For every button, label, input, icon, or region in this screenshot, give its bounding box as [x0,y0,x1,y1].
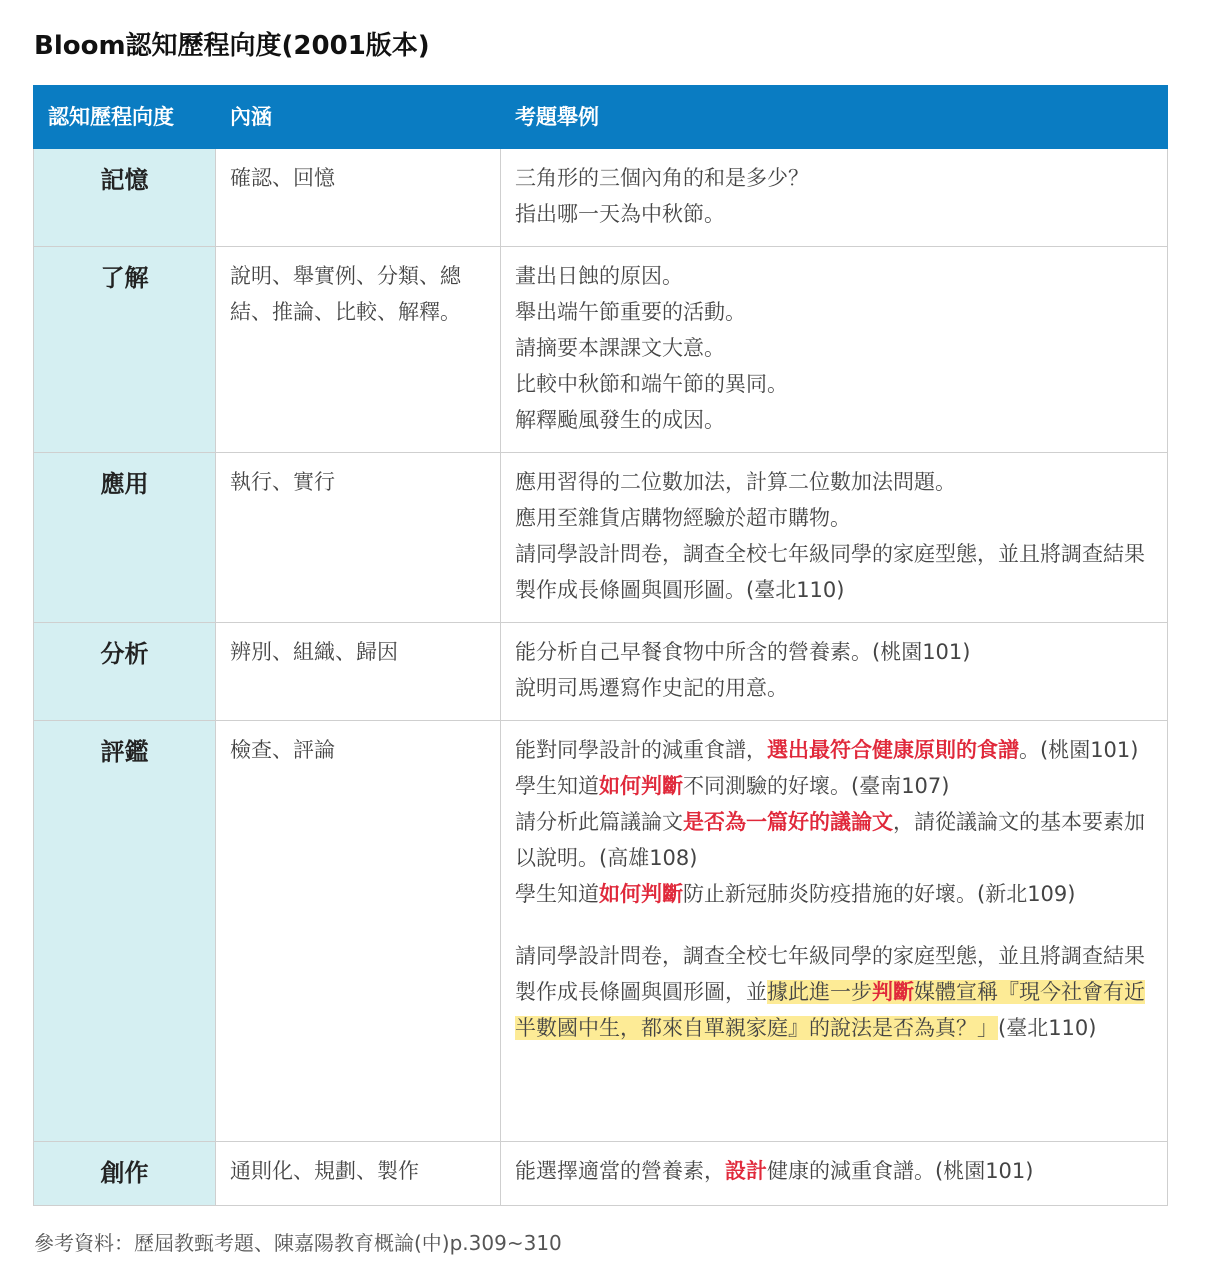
level-cell: 記憶 [34,149,216,247]
examples-cell [501,721,1168,1142]
level-cell: 應用 [34,453,216,623]
table-header-row [34,86,1168,149]
example-line: 比較中秋節和端午節的異同。 [515,372,788,396]
example-text: 請同學設計問卷，調查全校七年級同學的家庭型態，並且將調查結果製作成長條圖與圓形圖，並 [515,944,1145,1004]
example-text: 能對同學設計的減重食譜， [515,738,767,762]
emphasis-text: 選出最符合健康原則的食譜 [767,738,1019,762]
bloom-table [33,85,1168,1206]
example-text: 能選擇適當的營養素， [515,1159,725,1183]
emphasis-text: 如何判斷 [599,882,683,906]
example-text: 學生知道 [515,882,599,906]
highlighted-text: 媒體宣稱『現今社會有近半數國中生，都來自單親家庭』的說法是否為真？」 [515,980,1145,1040]
example-line: 能分析自己早餐食物中所含的營養素。(桃園101) [515,640,971,664]
example-text: 學生知道 [515,774,599,798]
example-text: 。(桃園101) [1019,738,1139,762]
emphasis-text: 設計 [725,1159,767,1183]
level-cell: 分析 [34,623,216,721]
header-examples: 考題舉例 [501,86,1168,149]
example-line [515,938,1153,1046]
meaning-cell: 執行、實行 [216,453,501,623]
table-row [34,1142,1168,1206]
example-line: 應用至雜貨店購物經驗於超市購物。 [515,506,851,530]
examples-cell [501,623,1168,721]
example-line [515,732,1153,768]
example-line: 解釋颱風發生的成因。 [515,408,725,432]
example-line [515,876,1153,912]
header-meaning: 內涵 [216,86,501,149]
emphasis-text: 是否為一篇好的議論文 [683,810,893,834]
highlighted-text: 據此進一步 [767,980,872,1004]
example-line: 畫出日蝕的原因。 [515,264,683,288]
meaning-cell: 辨別、組織、歸因 [216,623,501,721]
reference-note: 參考資料：歷屆教甄考題、陳嘉陽教育概論(中)p.309~310 [34,1231,562,1255]
table-row [34,149,1168,247]
meaning-cell: 說明、舉實例、分類、總結、推論、比較、解釋。 [216,247,501,453]
spacer [515,912,1153,938]
example-text: 不同測驗的好壞。(臺南107) [683,774,950,798]
level-cell: 評鑑 [34,721,216,1142]
table-row [34,623,1168,721]
meaning-cell: 通則化、規劃、製作 [216,1142,501,1206]
level-cell: 了解 [34,247,216,453]
page-title: Bloom認知歷程向度(2001版本) [34,31,430,61]
emphasis-text: 如何判斷 [599,774,683,798]
header-level: 認知歷程向度 [34,86,216,149]
example-line: 請摘要本課課文大意。 [515,336,725,360]
example-line [515,1153,1153,1189]
level-cell: 創作 [34,1142,216,1206]
table-row [34,247,1168,453]
example-text: 請分析此篇議論文 [515,810,683,834]
emphasis-text: 判斷 [872,980,914,1004]
example-text: ，請從議論文的基本要素加以說明。(高雄108) [515,810,1145,870]
example-text: 健康的減重食譜。(桃園101) [767,1159,1034,1183]
meaning-cell: 檢查、評論 [216,721,501,1142]
examples-cell [501,247,1168,453]
example-line: 應用習得的二位數加法，計算二位數加法問題。 [515,470,956,494]
table-row [34,721,1168,1142]
example-text: 防止新冠肺炎防疫措施的好壞。(新北109) [683,882,1076,906]
example-line [515,768,1153,804]
examples-cell [501,453,1168,623]
table-row [34,453,1168,623]
example-line: 說明司馬遷寫作史記的用意。 [515,676,788,700]
examples-cell [501,1142,1168,1206]
examples-cell [501,149,1168,247]
example-text: (臺北110) [998,1016,1097,1040]
example-line [515,804,1153,876]
example-line: 指出哪一天為中秋節。 [515,202,725,226]
example-line: 舉出端午節重要的活動。 [515,300,746,324]
example-line: 請同學設計問卷，調查全校七年級同學的家庭型態，並且將調查結果製作成長條圖與圓形圖。(臺北110) [515,542,1145,602]
meaning-cell: 確認、回憶 [216,149,501,247]
example-line: 三角形的三個內角的和是多少？ [515,166,809,190]
